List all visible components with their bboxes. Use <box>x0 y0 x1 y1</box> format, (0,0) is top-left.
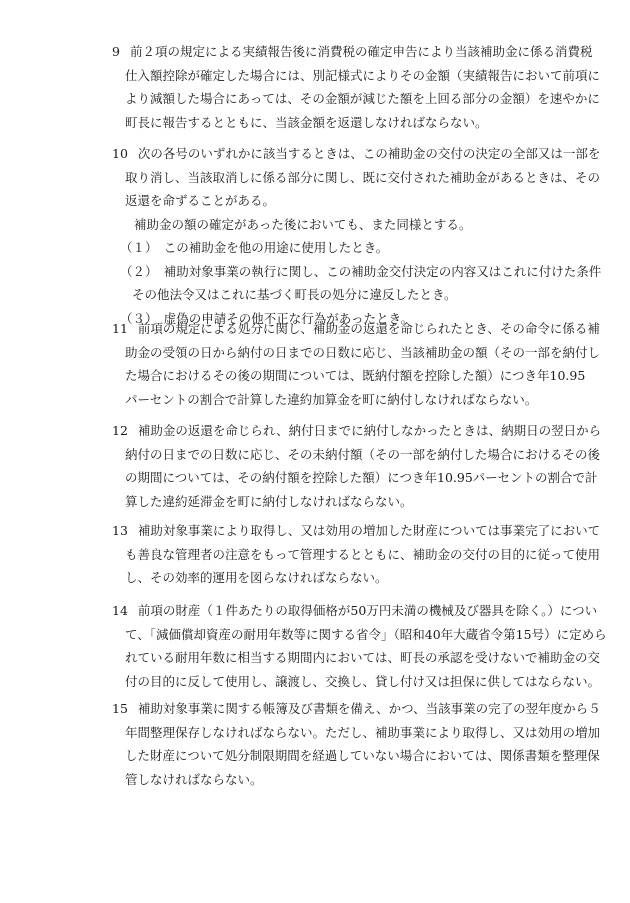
clause-number: 14 <box>112 603 128 618</box>
clause-line <box>112 142 601 166</box>
clause-14 <box>112 599 607 693</box>
clause-line <box>112 519 601 543</box>
clause-text: 次の各号のいずれかに該当するときは、この補助金の交付の決定の全部又は一部を <box>137 146 601 161</box>
clause-line: 納付の日までの日数に応じ、その未納付額（その一部を納付した場合におけるその後 <box>125 446 601 462</box>
clause-number: 15 <box>112 701 128 716</box>
clause-line: 補助金の額の確定があった後においても、また同様とする。 <box>134 216 472 232</box>
clause-number: 12 <box>112 423 128 438</box>
clause-number: 11 <box>112 321 128 336</box>
clause-item: （３） 虚偽の申請その他不正な行為があったとき。 <box>120 310 414 326</box>
clause-item: （１） この補助金を他の用途に使用したとき。 <box>120 240 389 255</box>
clause-line: 取り消し、当該取消しに係る部分に関し、既に交付された補助金があるときは、その <box>125 169 601 185</box>
clause-line: 付の目的に反して使用し、譲渡し、交換し、貸し付け又は担保に供してはならない。 <box>125 673 601 689</box>
clause-line <box>112 419 602 443</box>
clause-line: の期間については、その納付額を控除した額）につき年10.95パーセントの割合で計 <box>125 470 598 485</box>
clause-line <box>112 599 598 623</box>
clause-text: 前項の規定による処分に関し、補助金の返還を命じられたとき、その命令に係る補 <box>137 321 600 336</box>
clause-number: 10 <box>112 146 128 161</box>
clause-line: 仕入額控除が確定した場合には、別記様式によりその金額（実績報告において前項に <box>125 67 601 83</box>
clause-13 <box>112 519 601 590</box>
clause-item: （２） 補助対象事業の執行に関し、この補助金交付決定の内容又はこれに付けた条件 <box>120 263 602 279</box>
clause-line: れている耐用年数に相当する期間内においては、町長の承認を受けないで補助金の交 <box>125 650 601 665</box>
clause-line: た場合におけるその後の期間については、既納付額を控除した額）につき年10.95 <box>125 368 586 383</box>
clause-line: も善良な管理者の注意をもって管理するとともに、補助金の交付の目的に従って使用 <box>125 546 601 562</box>
clause-line: て、「減価償却資産の耐用年数等に関する省令」（昭和40年大蔵省令第15号）に定めら <box>125 626 607 642</box>
clause-line: 返還を命ずることがある。 <box>125 193 276 208</box>
clause-11 <box>112 317 601 411</box>
clause-15 <box>112 697 601 791</box>
clause-10 <box>112 142 602 330</box>
clause-text: 補助金の返還を命じられ、納付日までに納付しなかったときは、納期日の翌日から <box>137 423 602 438</box>
clause-line: より減額した場合にあっては、その金額が減じた額を上回る部分の金額）を速やかに <box>125 91 600 106</box>
clause-number: 9 <box>112 44 120 59</box>
clause-item-continuation: その他法令又はこれに基づく町長の処分に違反したとき。 <box>132 287 457 302</box>
clause-line <box>112 40 593 64</box>
clause-line: 算した違約延滞金を町に納付しなければならない。 <box>125 493 413 509</box>
clause-line: 年間整理保存しなければならない。ただし、補助事業により取得し、又は効用の増加 <box>125 724 601 740</box>
clause-line: 管しなければならない。 <box>125 771 263 787</box>
clause-line: した財産について処分制限期間を経過していない場合においては、関係書類を整理保 <box>125 748 600 763</box>
clause-line <box>112 697 601 721</box>
clause-text: 前２項の規定による実績報告後に消費税の確定申告により当該補助金に係る消費税 <box>129 44 593 59</box>
clause-line: 助金の受領の日から納付の日までの日数に応じ、当該補助金の額（その一部を納付し <box>125 344 601 360</box>
clause-line: 町長に報告するとともに、当該金額を返還しなければならない。 <box>125 114 488 130</box>
clause-line <box>112 317 600 341</box>
clause-number: 13 <box>112 523 128 538</box>
clause-text: 補助対象事業に関する帳簿及び書類を備え、かつ、当該事業の完了の翌年度から５ <box>137 701 601 716</box>
clause-text: 前項の財産（１件あたりの取得価格が50万円未満の機械及び器具を除く。）につい <box>137 603 598 618</box>
clause-line: し、その効率的運用を図らなければならない。 <box>125 570 388 585</box>
clause-line: パーセントの割合で計算した違約加算金を町に納付しなければならない。 <box>125 391 538 407</box>
clause-12 <box>112 419 602 513</box>
clause-9 <box>112 40 601 134</box>
clause-text: 補助対象事業により取得し、又は効用の増加した財産については事業完了において <box>137 523 601 538</box>
